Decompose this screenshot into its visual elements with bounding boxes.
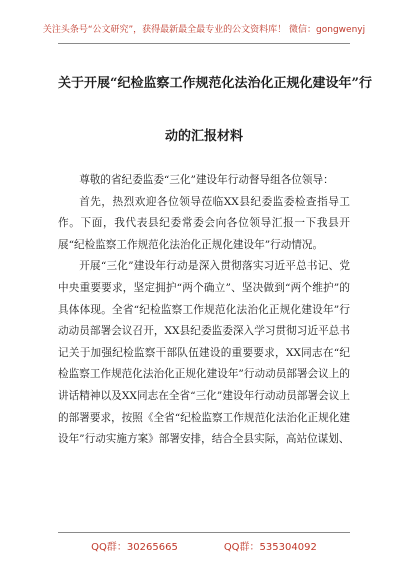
header-note: 关注头条号“公文研究”，获得最新最全最专业的公文资料库！ 微信：gongwenyj bbox=[42, 25, 366, 35]
document-body bbox=[58, 170, 350, 451]
footer-divider bbox=[58, 532, 350, 533]
document-title-line-1: 关于开展“纪检监察工作规范化法治化正规化建设年”行 bbox=[58, 76, 372, 91]
body-paragraph: 开展“三化”建设年行动是深入贯彻落实习近平总书记、党中央重要要求，坚定拥护“两个确立”、坚决做到“两个维护”的具体体现。全省“纪检监察工作规范化法治化正规化建设年”行动动员部署会议召开，XX县纪委监委深入学习贯彻习近平总书记关于加强纪检监察干部队伍建设的重要要求，XX同志在“纪检监察工作规范化法治化正规化建设年”行动动员部署会议上的讲话精神以及XX同志在全省“三化”建设年行动动员部署会议上的部署要求，按照《全省“纪检监察工作规范化法治化正规化建设年”行动实施方案》部署安排，结合全县实际，高站位谋划、 bbox=[58, 260, 350, 446]
salutation-paragraph: 尊敬的省纪委监委“三化”建设年行动督导组各位领导： bbox=[79, 174, 334, 186]
footer-qq-group-2: QQ群：535304092 bbox=[223, 542, 317, 553]
body-paragraph: 首先，热烈欢迎各位领导莅临XX县纪委监委检查指导工作。下面，我代表县纪委常委会向各位领导汇报一下我县开展“纪检监察工作规范化法治化正规化建设年”行动情况。 bbox=[58, 195, 350, 251]
document-title-line-2: 动的汇报材料 bbox=[164, 129, 243, 144]
header-divider bbox=[58, 43, 350, 44]
footer-qq-group-1: QQ群：30265665 bbox=[91, 542, 178, 553]
footer bbox=[0, 538, 408, 553]
